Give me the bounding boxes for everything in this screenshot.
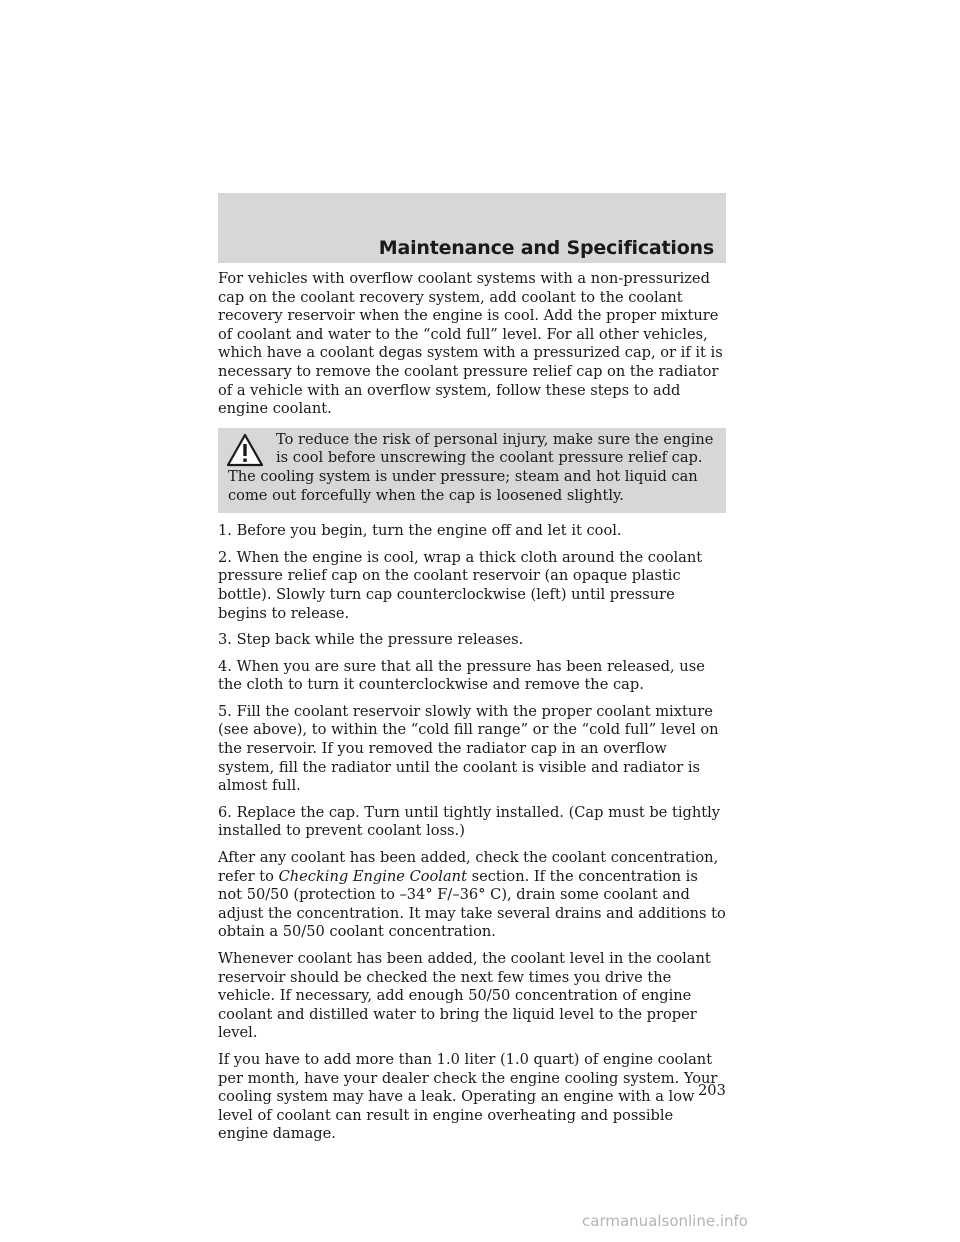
after-coolant-paragraph (218, 849, 726, 942)
warning-box (218, 428, 726, 513)
cross-reference: Checking Engine Coolant (278, 867, 467, 885)
warning-triangle-icon (226, 433, 264, 467)
section-header-band (218, 193, 726, 263)
after-coolant-lead: After any coolant has been added, check the coolant concentration, refer to (218, 849, 719, 885)
step-4: 4. When you are sure that all the pressure has been released, use the cloth to turn it counterclockwise and remove the cap. (218, 657, 705, 694)
whenever-paragraph: Whenever coolant has been added, the coolant level in the coolant reservoir should be checked the next few times you drive the vehicle. If necessary, add enough 50/50 concentration of engine coolant and distilled water to bring the liquid level to the proper level. (218, 950, 711, 1042)
intro-paragraph: For vehicles with overflow coolant systems with a non-pressurized cap on the coolant recovery system, add coolant to the coolant recovery reservoir when the engine is cool. Add the proper mixture of coolant and water to the “cold full” level. For all other vehicles, which have a coolant degas system with a pressurized cap, or if it is necessary to remove the coolant pressure relief cap on the radiator of a vehicle with an overflow system, follow these steps to add engine coolant. (218, 270, 723, 418)
add-more-paragraph: If you have to add more than 1.0 liter (1.0 quart) of engine coolant per month, have your dealer check the engine cooling system. Your cooling system may have a leak. Operating an engine with a low level of coolant can result in engine overheating and possible engine damage. (218, 1050, 718, 1143)
step-6: 6. Replace the cap. Turn until tightly installed. (Cap must be tightly installed to prevent coolant loss.) (218, 803, 721, 840)
step-3: 3. Step back while the pressure releases. (218, 631, 524, 649)
after-coolant-tail: section. If the concentration is not 50/50 (protection to –34° F/–36° C), drain some coolant and adjust the concentration. It may take several drains and additions to obtain a 50/50 coolant concentration. (218, 867, 726, 941)
step-2: 2. When the engine is cool, wrap a thick cloth around the coolant pressure relief cap on the coolant reservoir (an opaque plastic bottle). Slowly turn cap counterclockwise (left) until pressure begins to release. (218, 548, 703, 622)
step-5: 5. Fill the coolant reservoir slowly with the proper coolant mixture (see above), to within the “cold fill range” or the “cold full” level on the reservoir. If you removed the radiator cap in an overflow system, fill the radiator until the coolant is visible and radiator is almost full. (218, 702, 719, 795)
watermark: carmanualsonline.info (582, 1212, 748, 1230)
section-title: Maintenance and Specifications (378, 237, 714, 259)
step-1: 1. Before you begin, turn the engine off and let it cool. (218, 522, 622, 540)
page-content (218, 270, 726, 1152)
page-number: 203 (698, 1082, 726, 1099)
warning-text: To reduce the risk of personal injury, make sure the engine is cool before unscrewing the coolant pressure relief cap. The cooling system is under pressure; steam and hot liquid can come out forcefully when the cap is loosened slightly. (228, 430, 714, 504)
